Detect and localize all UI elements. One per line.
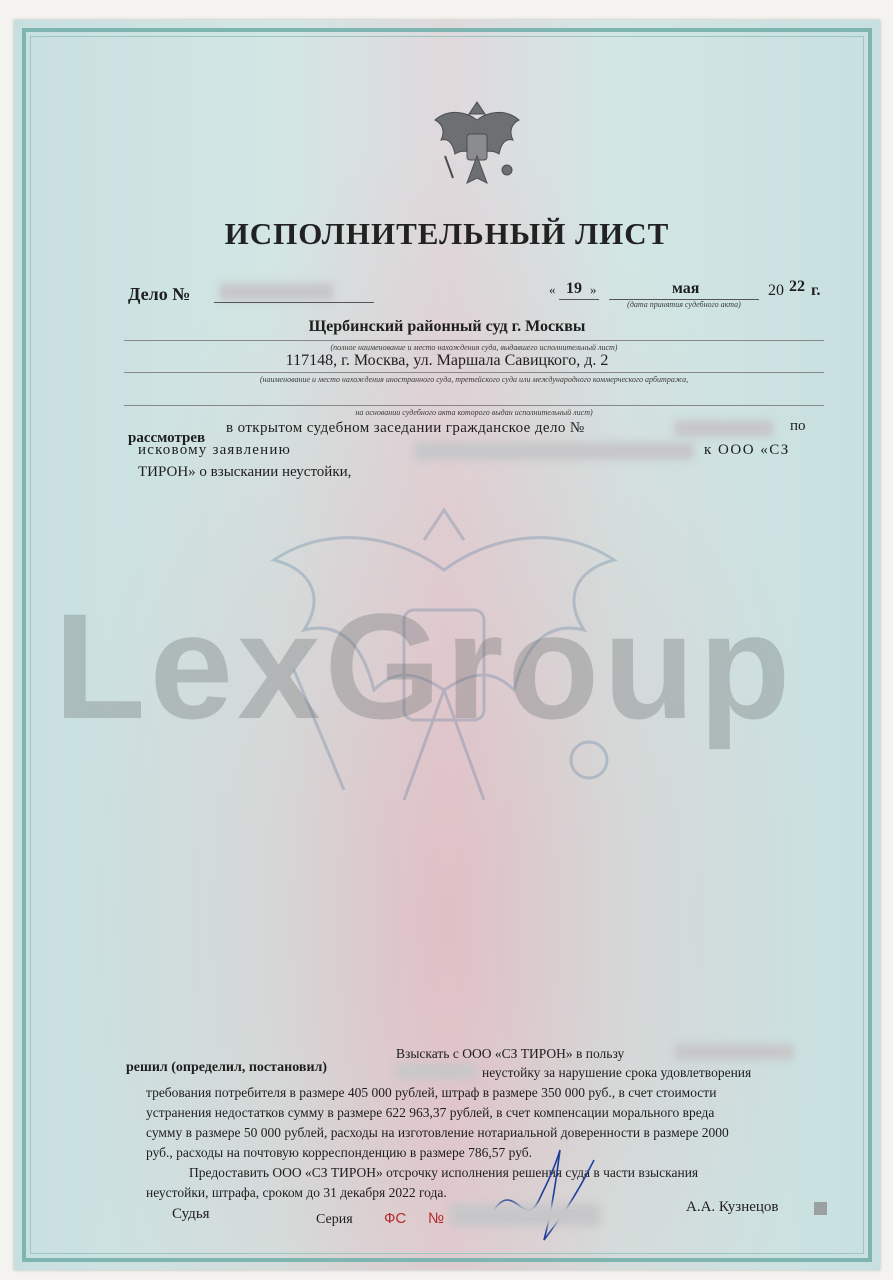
act-basis-note: на основании судебного акта которого выдан исполнительный лист) [355,408,593,417]
redacted-beneficiary [674,1044,794,1060]
decided-line-7: Предоставить ООО «СЗ ТИРОН» отсрочку исполнения решения суда в части взыскания [189,1165,699,1180]
series-label: Серия [316,1212,353,1227]
considered-line-3: ТИРОН» о взыскании неустойки, [138,464,352,480]
judge-signature-icon [484,1140,604,1250]
court-name-note: (полное наименование и место нахождения суда, выдавшего исполнительный лист) [330,343,618,352]
redacted-civil-case-number [674,420,774,437]
decided-line-4: устранения недостатков сумму в размере 622 963,37 рублей, в счет компенсации морального вреда [146,1105,715,1120]
decided-line-1: Взыскать с ООО «СЗ ТИРОН» в пользу [396,1046,625,1061]
decided-line-2: неустойку за нарушение срока удовлетворения [482,1065,752,1080]
considered-line-2-end: к ООО «СЗ [704,442,790,458]
redacted-claimant-name [414,442,694,460]
court-address: 117148, г. Москва, ул. Маршала Савицкого, д. 2 [285,352,609,369]
case-number-label: Дело № [128,284,191,304]
redacted-case-number [219,283,334,301]
document-title: ИСПОЛНИТЕЛЬНЫЙ ЛИСТ [224,216,670,251]
writ-sheet: LexGroup ИСПОЛНИТЕЛЬНЫЙ ЛИСТ Дело № « 19 » мая 20 22 г. (дата принятия судебного акта) Щербинский районный суд г. Москвы (полное наименование и место нахождения суда, выдавшего исполнительный лист) 117148, г. Москва, ул. Маршала Савицкого, д. 2 (наименование и место нахождения иностранного суда, третейского суда или международного коммерческого арбитража, на основании судебного акта которого выдан исполнительный лист) рассмотрев в открытом судебном заседании гражданское дело № по исковому заявлению к ООО «СЗ ТИРОН» о взыскании неустойки, решил (определил, постановил) Взыскать с ООО «СЗ ТИРОН» в пользу неустойку за нарушение срока удовлетворения требования потребителя в размере 405 000 рублей, штраф в размере 350 000 руб., в счет стоимости устранения недостатков сумму в размере 622 963,37 рублей, в счет компенсации морального вреда сумму в размере 50 000 рублей, расходы на изготовление нотариальной доверенности в размере 2000 руб., расходы на почтовую корреспонденцию в размере 786,57 руб. Предоставить ООО «СЗ ТИРОН» отсрочку исполнения решения суда в части взыскания неустойки, штрафа, сроком до 31 декабря 2022 года. Судья А.А. Кузнецов Серия ФС № [14,20,880,1270]
series-code: ФС [384,1210,407,1227]
court-name: Щербинский районный суд г. Москвы [308,318,586,335]
corner-mark [814,1202,827,1215]
decided-line-3: требования потребителя в размере 405 000 рублей, штраф в размере 350 000 руб., в счет стоимости [146,1085,717,1100]
judge-label: Судья [172,1206,210,1222]
case-date-note: (дата принятия судебного акта) [627,300,741,309]
watermark-text: LexGroup [54,582,795,750]
decided-label: решил (определил, постановил) [126,1060,328,1075]
considered-line-2: исковому заявлению [138,442,292,458]
series-number-sign: № [428,1210,445,1227]
considered-line-1-end: по [790,418,806,434]
considered-line-1: в открытом судебном заседании гражданское дело № [226,420,585,436]
case-date-day: 19 [566,280,582,297]
considered-label: рассмотрев [128,430,206,446]
decided-line-5: сумму в размере 50 000 рублей, расходы на изготовление нотариальной доверенности в размере 2000 [146,1125,729,1140]
decided-line-8: неустойки, штрафа, сроком до 31 декабря 2022 года. [146,1185,447,1200]
case-date-year-prefix: 20 [768,282,784,299]
case-date-year-suffix: г. [811,282,821,299]
foreign-court-note: (наименование и место нахождения иностранного суда, третейского суда или международного коммерческого арбитража, [259,375,689,384]
coat-of-arms-icon [431,98,523,193]
judge-name: А.А. Кузнецов [686,1199,779,1215]
case-date-month: мая [672,280,700,297]
redacted-series-number [450,1204,600,1226]
case-date-year: 22 [789,278,805,295]
decided-line-6: руб., расходы на почтовую корреспонденцию в размере 786,57 руб. [146,1145,533,1160]
redacted-beneficiary-continued [396,1064,476,1079]
